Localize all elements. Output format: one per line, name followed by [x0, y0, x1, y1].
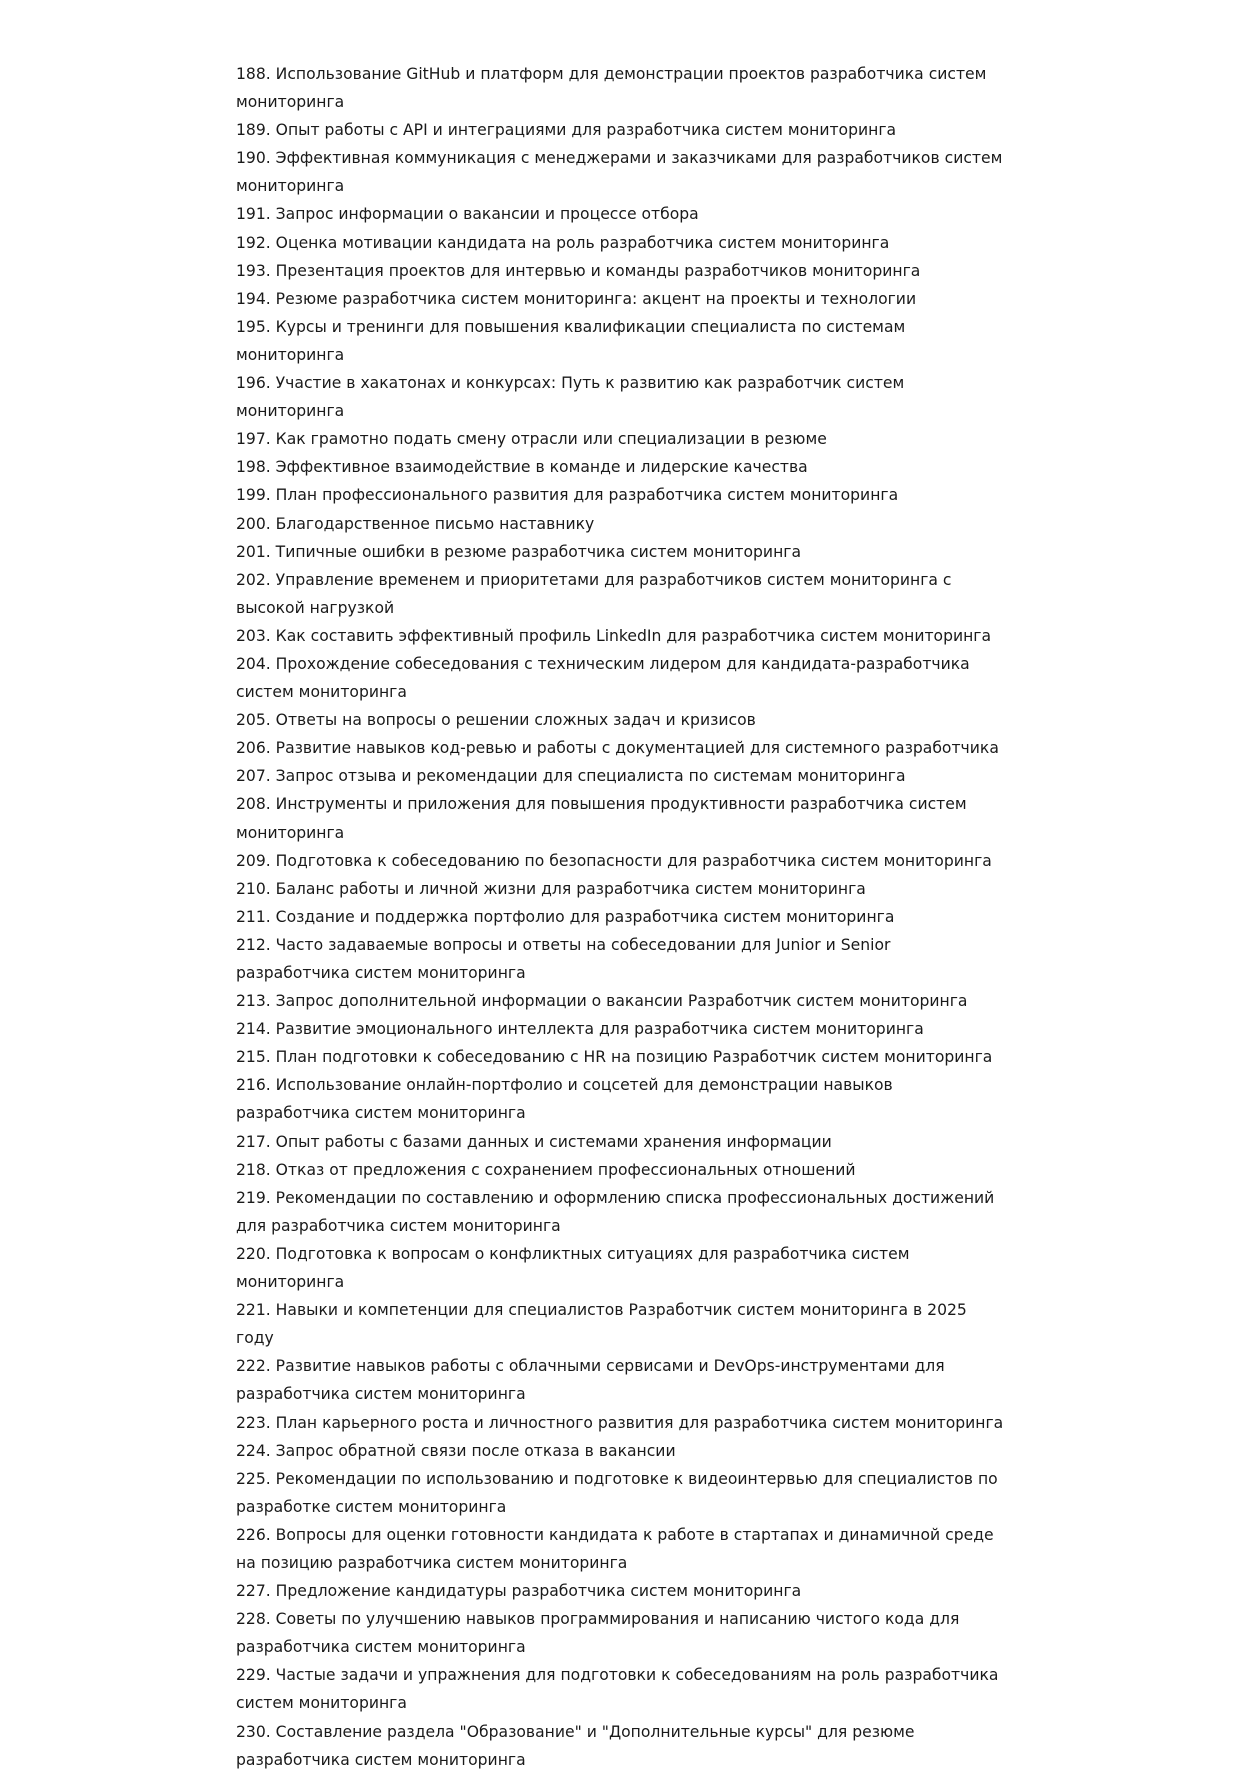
list-item: 192. Оценка мотивации кандидата на роль разработчика систем мониторинга — [236, 233, 890, 252]
document-page — [236, 60, 1006, 1774]
list-item: 217. Опыт работы с базами данных и системами хранения информации — [236, 1132, 832, 1151]
list-item: 196. Участие в хакатонах и конкурсах: Путь к развитию как разработчик систем мониторинга — [236, 374, 905, 421]
list-item: 208. Инструменты и приложения для повышения продуктивности разработчика систем мониторинга — [236, 795, 967, 842]
list-item: 204. Прохождение собеседования с техническим лидером для кандидата-разработчика систем мониторинга — [236, 654, 970, 702]
list-item: 226. Вопросы для оценки готовности кандидата к работе в стартапах и динамичной среде на позицию разработчика систем мониторинга — [236, 1525, 994, 1572]
list-item: 216. Использование онлайн-портфолио и соцсетей для демонстрации навыков разработчика систем мониторинга — [236, 1076, 893, 1123]
list-item: 197. Как грамотно подать смену отрасли или специализации в резюме — [236, 430, 827, 449]
list-item: 194. Резюме разработчика систем мониторинга: акцент на проекты и технологии — [236, 289, 917, 308]
list-item: 230. Составление раздела "Образование" и "Дополнительные курсы" для резюме разработчика систем мониторинга — [236, 1722, 915, 1769]
list-item: 198. Эффективное взаимодействие в команде и лидерские качества — [236, 458, 808, 477]
list-item: 220. Подготовка к вопросам о конфликтных ситуациях для разработчика систем мониторинга — [236, 1244, 910, 1292]
list-item: 209. Подготовка к собеседованию по безопасности для разработчика систем мониторинга — [236, 851, 992, 870]
list-item: 221. Навыки и компетенции для специалистов Разработчик систем мониторинга в 2025 году — [236, 1301, 967, 1348]
list-item: 207. Запрос отзыва и рекомендации для специалиста по системам мониторинга — [236, 767, 906, 786]
list-item: 203. Как составить эффективный профиль LinkedIn для разработчика систем мониторинга — [236, 626, 992, 645]
list-item: 229. Частые задачи и упражнения для подготовки к собеседованиям на роль разработчика систем мониторинга — [236, 1666, 999, 1713]
list-item: 228. Советы по улучшению навыков программирования и написанию чистого кода для разработчика систем мониторинга — [236, 1610, 960, 1657]
list-item: 224. Запрос обратной связи после отказа в вакансии — [236, 1441, 676, 1460]
list-item: 201. Типичные ошибки в резюме разработчика систем мониторинга — [236, 542, 802, 561]
list-item: 213. Запрос дополнительной информации о вакансии Разработчик систем мониторинга — [236, 992, 968, 1011]
list-item: 211. Создание и поддержка портфолио для разработчика систем мониторинга — [236, 907, 895, 926]
list-item: 190. Эффективная коммуникация с менеджерами и заказчиками для разработчиков систем мониторинга — [236, 149, 1003, 196]
list-item: 222. Развитие навыков работы с облачными сервисами и DevOps-инструментами для разработчика систем мониторинга — [236, 1357, 945, 1404]
list-item: 189. Опыт работы с API и интеграциями для разработчика систем мониторинга — [236, 121, 897, 140]
list-item: 210. Баланс работы и личной жизни для разработчика систем мониторинга — [236, 879, 866, 898]
list-item: 214. Развитие эмоционального интеллекта для разработчика систем мониторинга — [236, 1020, 924, 1039]
list-item: 202. Управление временем и приоритетами для разработчиков систем мониторинга с высокой нагрузкой — [236, 570, 952, 617]
list-item: 188. Использование GitHub и платформ для демонстрации проектов разработчика систем мониторинга — [236, 65, 987, 112]
list-item: 200. Благодарственное письмо наставнику — [236, 514, 595, 533]
list-item: 219. Рекомендации по составлению и оформлению списка профессиональных достижений для разработчика систем мониторинга — [236, 1188, 995, 1235]
list-item: 195. Курсы и тренинги для повышения квалификации специалиста по системам мониторинга — [236, 317, 906, 364]
list-item: 206. Развитие навыков код-ревью и работы с документацией для системного разработчика — [236, 739, 999, 758]
topic-list — [236, 60, 1006, 1774]
list-item: 199. План профессионального развития для разработчика систем мониторинга — [236, 486, 899, 505]
list-item: 205. Ответы на вопросы о решении сложных задач и кризисов — [236, 711, 756, 730]
list-item: 218. Отказ от предложения с сохранением профессиональных отношений — [236, 1160, 856, 1179]
list-item: 223. План карьерного роста и личностного развития для разработчика систем мониторинга — [236, 1413, 1004, 1432]
list-item: 227. Предложение кандидатуры разработчика систем мониторинга — [236, 1582, 802, 1601]
list-item: 191. Запрос информации о вакансии и процессе отбора — [236, 205, 699, 224]
list-item: 225. Рекомендации по использованию и подготовке к видеоинтервью для специалистов по разработке систем мониторинга — [236, 1469, 998, 1516]
list-item: 215. План подготовки к собеседованию с HR на позицию Разработчик систем мониторинга — [236, 1048, 993, 1067]
list-item: 193. Презентация проектов для интервью и команды разработчиков мониторинга — [236, 261, 921, 280]
list-item: 212. Часто задаваемые вопросы и ответы на собеседовании для Junior и Senior разработчика систем мониторинга — [236, 935, 891, 982]
